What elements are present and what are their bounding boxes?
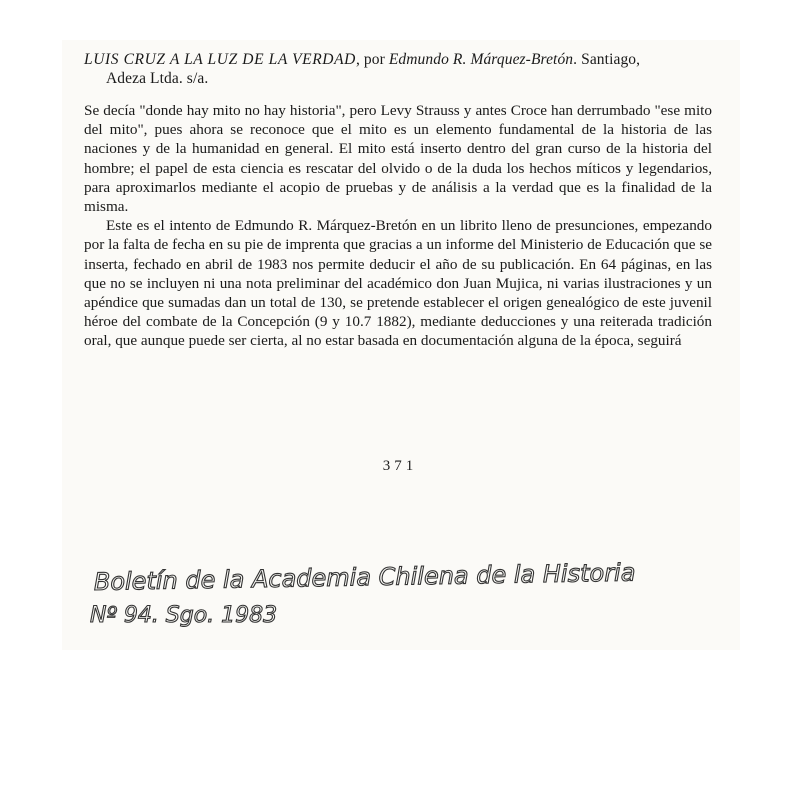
review-body: [84, 101, 712, 351]
handwritten-line-1: Boletín de la Academia Chilena de la Historia: [93, 560, 636, 596]
header-by: , por: [355, 51, 389, 68]
paragraph-2: Este es el intento de Edmundo R. Márquez-Bretón en un librito lleno de presunciones, empezando por la falta de fecha en su pie de imprenta que gracias a un informe del Ministerio de Educación que se inserta, fechado en abril de 1983 nos permite deducir el año de su publicación. En 64 páginas, en las que no se incluyen ni una nota preliminar del académico don Juan Mujica, ni varias ilustraciones y un apéndice que sumadas dan un total de 130, se pretende establecer el origen genealógico de este juvenil héroe del combate de la Concepción (9 y 10.7 1882), mediante deducciones y una reiterada tradición oral, que aunque puede ser cierta, al no estar basada en documentación alguna de la época, seguirá: [84, 217, 712, 350]
handwritten-note: [90, 560, 740, 630]
handwritten-note-svg: [90, 560, 740, 630]
header-place: . Santiago,: [573, 51, 641, 68]
handwritten-line-2: Nº 94. Sgo. 1983: [90, 603, 278, 628]
review-header: [84, 50, 724, 88]
book-title: LUIS CRUZ A LA LUZ DE LA VERDAD: [84, 51, 356, 68]
book-author: Edmundo R. Márquez-Bretón: [388, 51, 574, 68]
header-line-1: [84, 50, 724, 69]
paragraph-1: Se decía "donde hay mito no hay historia", pero Levy Strauss y antes Croce han derrumbado "ese mito del mito", pues ahora se reconoce que el mito es un elemento fundamental de la historia de las naciones y de la humanidad en general. El mito está inserto dentro del gran curso de la historia del hombre; el papel de esta ciencia es rescatar del olvido o de la duda los hechos míticos y legendarios, para aproximarlos mediante el acopio de pruebas y de análisis a la verdad que es la finalidad de la misma.: [84, 102, 712, 216]
header-line-2: [84, 69, 724, 88]
book-publisher: Adeza Ltda. s/a.: [106, 70, 209, 87]
page-number: 371: [382, 458, 418, 474]
